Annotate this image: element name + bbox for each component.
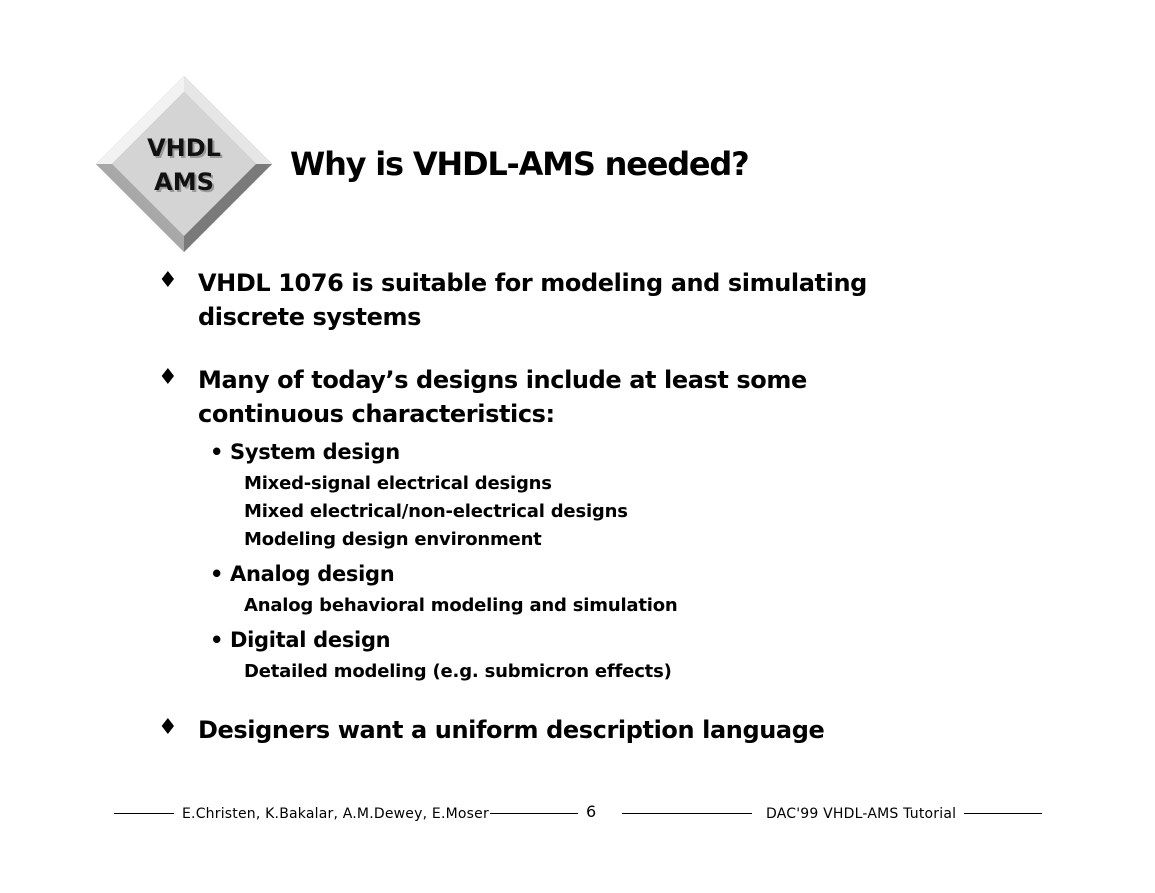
bullet-line: discrete systems xyxy=(198,303,421,331)
footer-rule xyxy=(964,813,1042,814)
sub-bullet-label: Analog design xyxy=(230,562,395,586)
page-number: 6 xyxy=(586,802,597,821)
sub-detail: Detailed modeling (e.g. submicron effects) xyxy=(244,661,672,682)
footer-authors: E.Christen, K.Bakalar, A.M.Dewey, E.Moser xyxy=(182,806,489,822)
slide-title: Why is VHDL-AMS needed? xyxy=(290,145,749,183)
sub-bullet-label: System design xyxy=(230,440,400,464)
sub-detail: Analog behavioral modeling and simulation xyxy=(244,595,678,616)
footer-rule xyxy=(622,813,752,814)
vhdl-ams-logo xyxy=(96,76,272,252)
sub-bullet-item xyxy=(210,438,400,466)
diamond-bullet-icon: ♦ xyxy=(158,715,178,740)
diamond-bullet-icon: ♦ xyxy=(158,268,178,293)
footer-rule xyxy=(490,813,578,814)
bullet-text xyxy=(198,713,824,747)
footer-rule xyxy=(114,813,174,814)
bullet-line: Many of today’s designs include at least some xyxy=(198,366,807,394)
footer-event: DAC'99 VHDL-AMS Tutorial xyxy=(766,806,957,822)
sub-detail: Mixed electrical/non-electrical designs xyxy=(244,501,628,522)
bullet-line: Designers want a uniform description language xyxy=(198,716,825,744)
bullet-text xyxy=(198,266,867,334)
logo-text-ams: AMS xyxy=(154,168,214,196)
sub-bullet-item xyxy=(210,626,390,654)
dot-bullet-icon: • xyxy=(210,628,224,652)
dot-bullet-icon: • xyxy=(210,440,224,464)
sub-detail: Mixed-signal electrical designs xyxy=(244,473,552,494)
dot-bullet-icon: • xyxy=(210,562,224,586)
bullet-line: VHDL 1076 is suitable for modeling and simulating xyxy=(198,269,867,297)
sub-bullet-label: Digital design xyxy=(230,628,391,652)
diamond-bullet-icon: ♦ xyxy=(158,365,178,390)
bullet-line: continuous characteristics: xyxy=(198,400,555,428)
bullet-text xyxy=(198,363,807,431)
sub-detail: Modeling design environment xyxy=(244,529,542,550)
sub-bullet-item xyxy=(210,560,394,588)
logo-text-vhdl: VHDL xyxy=(147,134,221,162)
